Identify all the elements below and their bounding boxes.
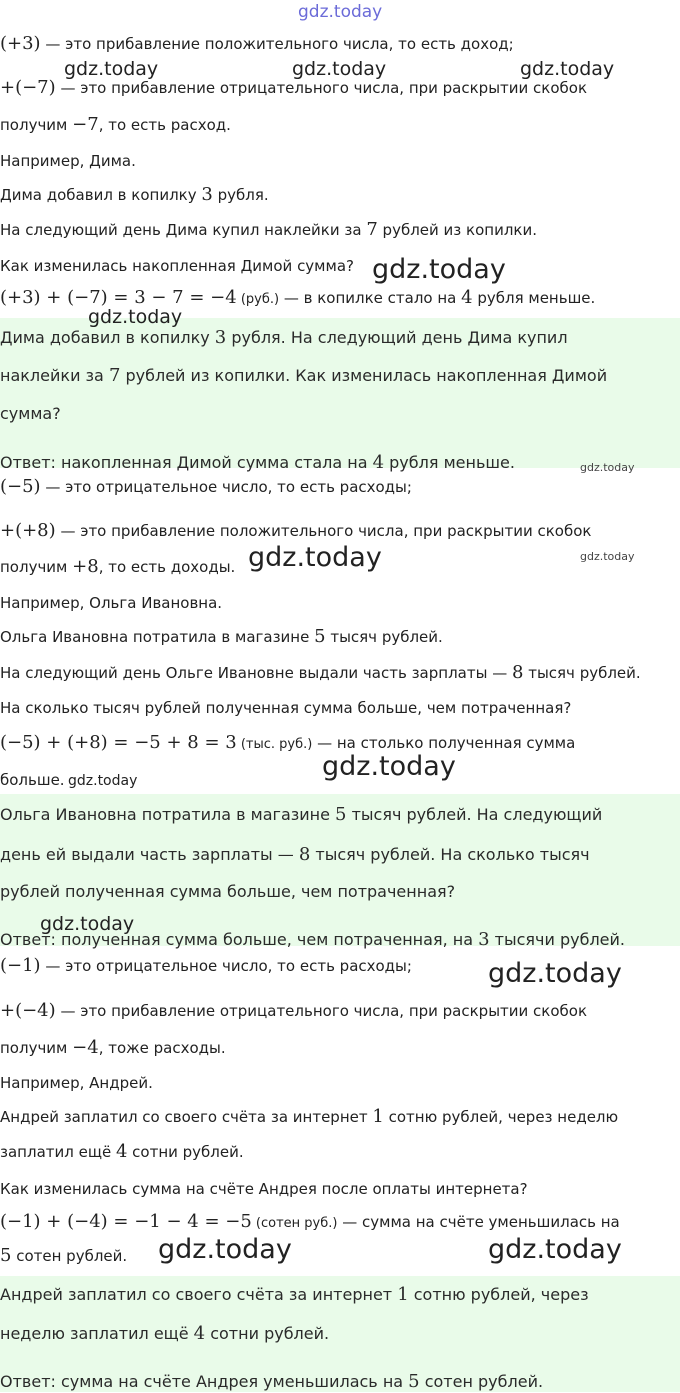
b3-line-6: заплатил ещё 4 сотни рублей. — [0, 1141, 244, 1162]
watermark: gdz.today — [298, 2, 383, 22]
b2-answer: Ответ: полученная сумма больше, чем потраченная, на 3 тысячи рублей. — [0, 929, 625, 950]
b2-line-2: +(+8) — это прибавление положительного числа, при раскрытии скобок — [0, 520, 592, 541]
b1-task-line-3: сумма? — [0, 404, 61, 423]
watermark: gdz.today — [580, 550, 635, 563]
b1-line-2: +(−7) — это прибавление отрицательного числа, при раскрытии скобок — [0, 77, 588, 98]
b3-task-line-1: Андрей заплатил со своего счёта за интернет 1 сотню рублей, через — [0, 1284, 589, 1305]
b3-line-9: 5 сотен рублей. — [0, 1245, 128, 1266]
b2-task-line-3: рублей полученная сумма больше, чем потраченная? — [0, 882, 456, 901]
b1-line-6: На следующий день Дима купил наклейки за 7 рублей из копилки. — [0, 219, 537, 240]
b3-line-3: получим −4, тоже расходы. — [0, 1037, 226, 1058]
b2-line-8: (−5) + (+8) = −5 + 8 = 3 (тыс. руб.) — на столько полученная сумма — [0, 732, 576, 753]
watermark: gdz.today — [488, 1234, 622, 1265]
watermark: gdz.today — [322, 751, 456, 782]
watermark: gdz.today — [158, 1234, 292, 1265]
watermark: gdz.today — [292, 58, 387, 80]
b1-answer: Ответ: накопленная Димой сумма стала на 4 рубля меньше. — [0, 452, 515, 473]
b2-line-4: Например, Ольга Ивановна. — [0, 594, 223, 612]
b3-line-2: +(−4) — это прибавление отрицательного числа, при раскрытии скобок — [0, 1000, 588, 1021]
watermark: gdz.today — [88, 306, 183, 328]
watermark: gdz.today — [68, 773, 138, 789]
b1-line-1: (+3) — это прибавление положительного числа, то есть доход; — [0, 33, 514, 54]
b2-line-7: На сколько тысяч рублей полученная сумма больше, чем потраченная? — [0, 699, 572, 717]
b2-task-line-1: Ольга Ивановна потратила в магазине 5 тысяч рублей. На следующий — [0, 804, 603, 825]
watermark: gdz.today — [520, 58, 615, 80]
b2-line-5: Ольга Ивановна потратила в магазине 5 тысяч рублей. — [0, 626, 443, 647]
b1-line-8: (+3) + (−7) = 3 − 7 = −4 (руб.) — в копилке стало на 4 рубля меньше. — [0, 287, 596, 308]
b3-line-8: (−1) + (−4) = −1 − 4 = −5 (сотен руб.) — сумма на счёте уменьшилась на — [0, 1211, 620, 1232]
b3-task-line-2: неделю заплатил ещё 4 сотни рублей. — [0, 1323, 330, 1344]
watermark: gdz.today — [40, 913, 135, 935]
watermark: gdz.today — [248, 542, 382, 573]
b1-line-4: Например, Дима. — [0, 152, 136, 170]
b3-answer: Ответ: сумма на счёте Андрея уменьшилась на 5 сотен рублей. — [0, 1371, 544, 1392]
b1-line-7: Как изменилась накопленная Димой сумма? — [0, 257, 354, 275]
b3-line-1: (−1) — это отрицательное число, то есть расходы; — [0, 955, 412, 976]
b2-line-9: больше. — [0, 771, 65, 789]
watermark: gdz.today — [372, 254, 506, 285]
b1-line-5: Дима добавил в копилку 3 рубля. — [0, 184, 269, 205]
b2-line-3: получим +8, то есть доходы. — [0, 556, 236, 577]
b2-task-line-2: день ей выдали часть зарплаты — 8 тысяч рублей. На сколько тысяч — [0, 844, 590, 865]
b2-line-1: (−5) — это отрицательное число, то есть расходы; — [0, 476, 412, 497]
b3-line-5: Андрей заплатил со своего счёта за интернет 1 сотню рублей, через неделю — [0, 1106, 619, 1127]
watermark: gdz.today — [580, 461, 635, 474]
b1-task-line-2: наклейки за 7 рублей из копилки. Как изменилась накопленная Димой — [0, 365, 608, 386]
b1-line-3: получим −7, то есть расход. — [0, 114, 231, 135]
b1-task-line-1: Дима добавил в копилку 3 рубля. На следующий день Дима купил — [0, 327, 568, 348]
watermark: gdz.today — [64, 58, 159, 80]
b3-line-4: Например, Андрей. — [0, 1074, 153, 1092]
b2-line-6: На следующий день Ольге Ивановне выдали часть зарплаты — 8 тысяч рублей. — [0, 662, 641, 683]
b3-line-7: Как изменилась сумма на счёте Андрея после оплаты интернета? — [0, 1180, 528, 1198]
watermark: gdz.today — [488, 958, 622, 989]
